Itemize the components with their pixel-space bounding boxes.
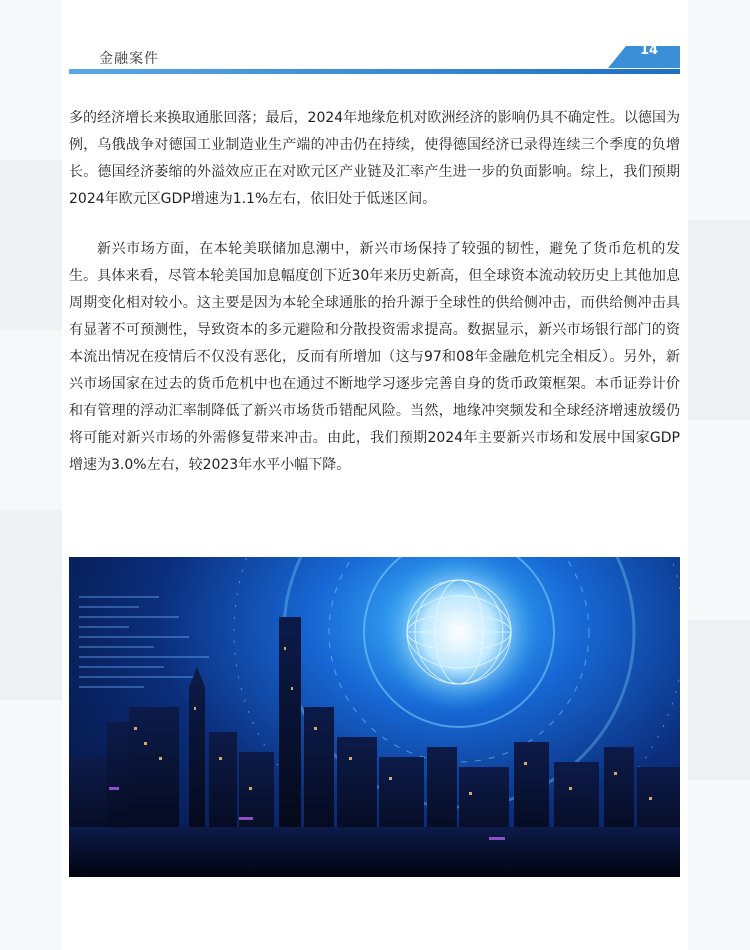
city-globe-illustration bbox=[69, 557, 680, 877]
page-title: 金融案件 bbox=[99, 51, 159, 67]
paragraph-2: 新兴市场方面，在本轮美联储加息潮中，新兴市场保持了较强的韧性，避免了货币危机的发生。具体来看，尽管本轮美国加息幅度创下近30年来历史新高，但全球资本流动较历史上其他加息周期变化相对较小。这主要是因为本轮全球通胀的抬升源于全球性的供给侧冲击，而供给侧冲击具有显著不可预测性，导致资本的多元避险和分散投资需求提高。数据显示，新兴市场银行部门的资本流出情况在疫情后不仅没有恶化，反而有所增加（这与97和08年金融危机完全相反）。另外，新兴市场国家在过去的货币危机中也在通过不断地学习逐步完善自身的货币政策框架。本币证券计价和有管理的浮动汇率制降低了新兴市场货币错配风险。当然，地缘冲突频发和全球经济增速放缓仍将可能对新兴市场的外需修复带来冲击。由此，我们预期2024年主要新兴市场和发展中国家GDP增速为3.0%左右，较2023年水平小幅下降。 bbox=[69, 241, 680, 473]
background-tile bbox=[0, 330, 62, 510]
city-skyline bbox=[69, 617, 680, 877]
background-tile bbox=[0, 0, 62, 160]
page-header bbox=[69, 40, 680, 74]
background-tile bbox=[688, 420, 750, 620]
background-tile bbox=[0, 700, 62, 950]
background-tile bbox=[688, 780, 750, 950]
page-number: 14 bbox=[639, 43, 659, 58]
city-globe-image bbox=[69, 557, 680, 877]
paragraph-1: 多的经济增长来换取通胀回落；最后，2024年地缘危机对欧洲经济的影响仍具不确定性。以德国为例，乌俄战争对德国工业制造业生产端的冲击仍在持续，使得德国经济已录得连续三个季度的负增长。德国经济萎缩的外溢效应正在对欧元区产业链及汇率产生进一步的负面影响。综上，我们预期2024年欧元区GDP增速为1.1%左右，依旧处于低迷区间。 bbox=[69, 110, 680, 207]
code-lines bbox=[79, 597, 209, 687]
header-rule bbox=[69, 69, 680, 74]
background-tile bbox=[688, 0, 750, 220]
